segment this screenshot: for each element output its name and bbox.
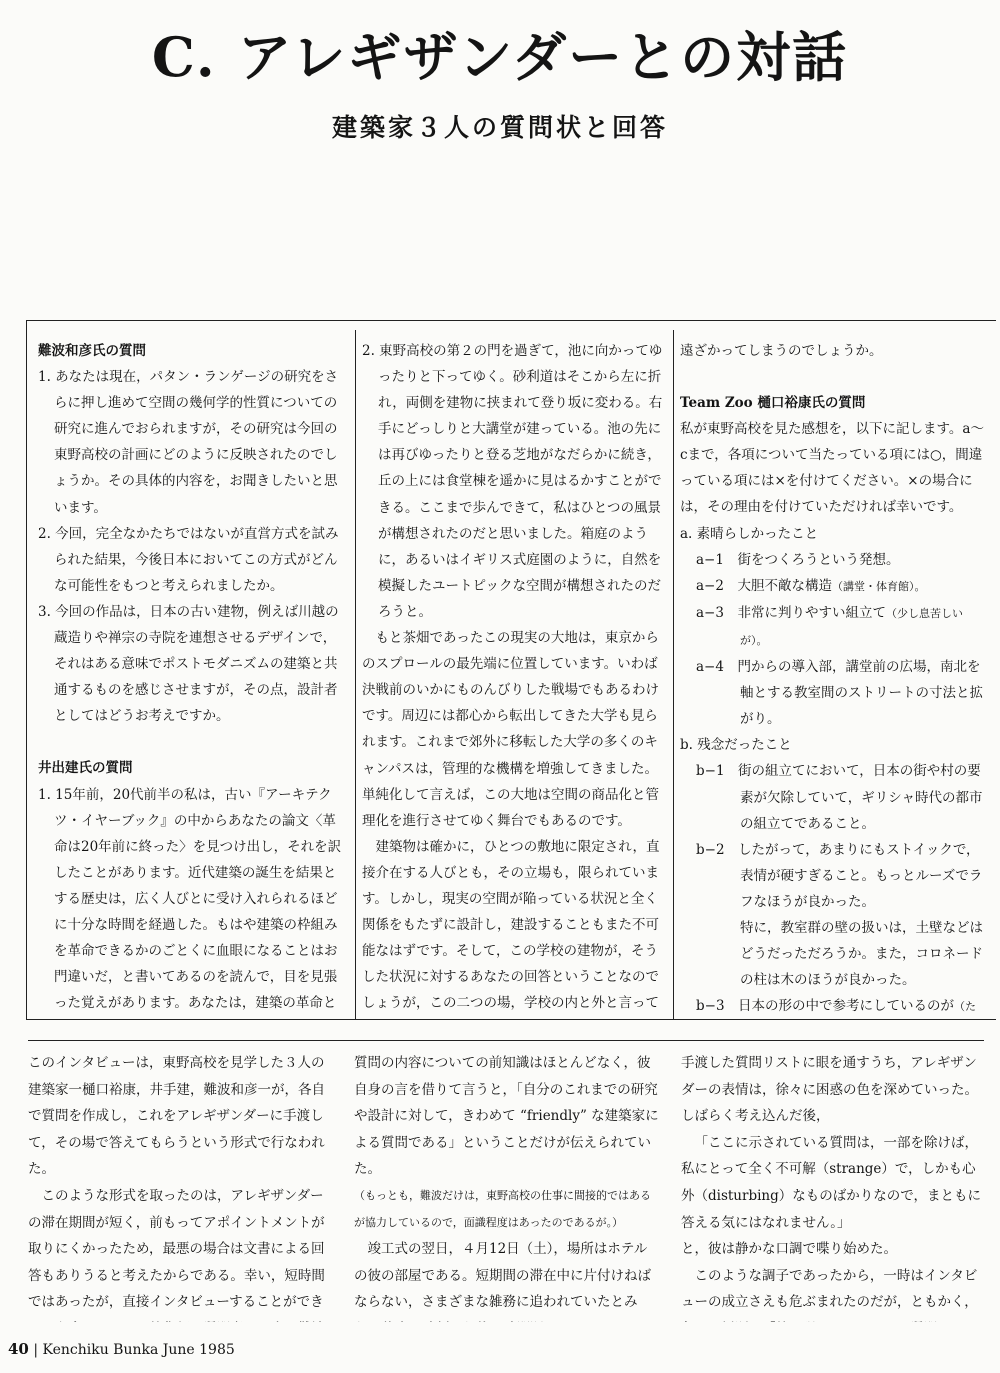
footer-divider: | [33,1342,43,1358]
list-item: a−4 門からの導入部，講堂前の広場，南北を軸とする教室間のストリートの寸法と拡がり。 [696,659,983,728]
question-text: 2. 東野高校の第２の門を過ぎて，池に向かってゆったりと下ってゆく。砂利道はそこから左に折れ，両側を建物に挟まれて登り坂に変わる。右手にどっしりと大講堂が建っている。池の先には再びゆったりと登る芝地がなだらかに続き，丘の上には食堂棟を遥かに見はるかすことができる。ここまで歩んできて，私はひとつの風景が構想されたのだと思いました。箱庭のように，あるいはイギリス式庭園のように，自然を模擬したユートピックな空間が構想されたのだろうと。 [362,343,663,620]
paragraph: 手渡した質問リストに眼を通すうち，アレギザンダーの表情は，徐々に困惑の色を深めていった。しばらく考え込んだ後， [681,1055,978,1125]
note: （もっとも，難波だけは，東野高校の仕事に間接的ではあるが協力しているので，面識程度はあったのであるが。） [354,1188,651,1229]
column-divider [673,330,674,1020]
paragraph: 質問の内容についての前知識はほとんどなく，彼自身の言を借りて言うと，「自分のこれまでの研究や設計に対して，きわめて “friendly” な建築家による質問である」ということだけが伝えられていた。 [354,1055,659,1178]
questions-column-3 [680,338,986,1018]
paragraph: 「ここに示されている質問は，一部を除けば，私にとって全く不可解（strange）で，しかも心外（disturbing）なものばかりなので，まともに答える気にはなれません。」 [681,1134,981,1231]
question-text: 2. 今回，完全なかたちではないが直営方式を試みられた結果，今後日本においてこの方式がどんな可能性をもつと考えられましたか。 [38,525,339,594]
list-item: a−1 街をつくろうという発想。 [696,551,900,568]
paragraph: このような形式を取ったのは，アレギザンダーの滞在期間が短く，前もってアポイントメントが取りにくかったため，最悪の場合は文書による回答もありうると考えたからである。幸い，短時間ではあったが，直接インタビューすることができ [28,1187,325,1311]
questions-column-2 [362,338,664,1018]
paragraph: 遠ざかってしまうのでしょうか。 [680,343,883,359]
article-subtitle: 建築家３人の質問状と回答 [331,113,668,142]
section-heading: b. 残念だったこと [680,737,792,754]
list-item: b−3 日本の形の中で参考にしているのが（た [696,998,977,1015]
paragraph: このインタビューは，東野高校を見学した３人の建築家一樋口裕康，井手建，難波和彦一が，各自で質問を作成し，これをアレギザンダーに手渡して，その場で答えてもらうという形式で行なわれた。 [28,1055,325,1178]
magazine-credit: Kenchiku Bunka June 1985 [42,1342,235,1358]
list-item: b−2 したがって，あまりにもストイックで，表情が硬すぎること。もっとルーズでラフなほうが良かった。 [696,841,983,910]
heading-namba: 難波和彦氏の質問 [38,343,146,359]
section-rule [28,1040,984,1041]
paragraph: 竣工式の翌日，４月12日（土），場所はホテルの彼の部屋である。短期間の滞在中に片付けねばならない，さまざまな雑務に追われていたとみ [354,1241,651,1311]
list-item-continued: 特に，教室群の壁の扱いは，土壁などはどうだっただろうか。また，コロネードの柱は木のほうが良かった。 [740,919,983,989]
body-column-2 [354,1050,660,1322]
question-text: 3. 今回の作品は，日本の古い建物，例えば川越の蔵造りや禅宗の寺院を連想させるデザインで，それはある意味でポストモダニズムの建築と共通するものを感じさせますが，その点，設計者としてはどうお考えですか。 [38,603,339,725]
paragraph: と，彼は静かな口調で喋り始めた。 [681,1241,897,1258]
column-divider [355,330,356,1020]
page-footer [8,1340,235,1358]
body-column-3 [681,1050,985,1322]
questions-column-1 [38,338,346,1018]
list-item: b−1 街の組立てにおいて，日本の街や村の要素が欠除していて，ギリシャ時代の都市の組立てであること。 [696,763,983,832]
paragraph: 建築物は確かに，ひとつの敷地に限定され，直接介在する人びとも，その立場も，限られています。しかし，現実の空間が陥っている状況と全く関係をもたずに設計し，建設することもまた不可能なはずです。そして，この学校の建物が，そうした状況に対するあなたの回答ということなのでしょうが，この二つの場，学校の内と外と言って [362,838,660,1012]
heading-higuchi: Team Zoo 樋口裕康氏の質問 [680,395,866,412]
paragraph: 私が東野高校を見た感想を，以下に記します。a〜cまで，各項について当たっている項には○，間違っている項には×を付けてください。×の場合には，その理由を付けていただければ幸いです。 [680,421,984,516]
paragraph: もと茶畑であったこの現実の大地は，東京からのスプロールの最先端に位置しています。いわば決戦前のいかにものんびりした戦場でもあるわけです。周辺には都心から転出してきた大学も見られます。これまで郊外に移転した大学の多くのキャンパスは，管理的な機構を増強してきました。単純化して言えば，この大地は空間の商品化と管理化を進行させてゆく舞台でもあるのです。 [362,630,659,829]
page-number: 40 [8,1340,29,1358]
article-title: C. アレギザンダーとの対話 [151,25,849,89]
list-item: a−2 大胆不敵な構造（講堂・体育館）。 [696,577,926,594]
heading-ide: 井出建氏の質問 [38,760,133,777]
paragraph: このような調子であったから，一時はインタビューの成立さえも危ぶまれたのだが，ともかく， [681,1267,978,1311]
section-heading: a. 素晴らしかったこと [680,525,819,542]
question-text: 1. あなたは現在，パタン・ランゲージの研究をさらに押し進めて空間の幾何学的性質についての研究に進んでおられますが，その研究は今回の東野高校の計画にどのように反映されたのでしょうか。その具体的内容を，お聞きしたいと思います。 [38,369,339,516]
body-column-1 [28,1050,332,1322]
question-text: 1. 15年前，20代前半の私は，古い『アーキテクツ・イヤーブック』の中からあなたの論文〈革命は20年前に終った〉を見つけ出し，それを訳したことがあります。近代建築の誕生を結果とする歴史は，広く人びとに受け入れられるほどに十分な時間を経過した。もはや建築の枠組みを革命できるかのごとくに血眼になることはお門違いだ，と書いてあるのを読んで，目を見張った覚えがあります。あなたは，建築の革命と [38,786,342,1012]
list-item: a−3 非常に判りやすい組立て（少し息苦しいが）。 [696,604,963,647]
